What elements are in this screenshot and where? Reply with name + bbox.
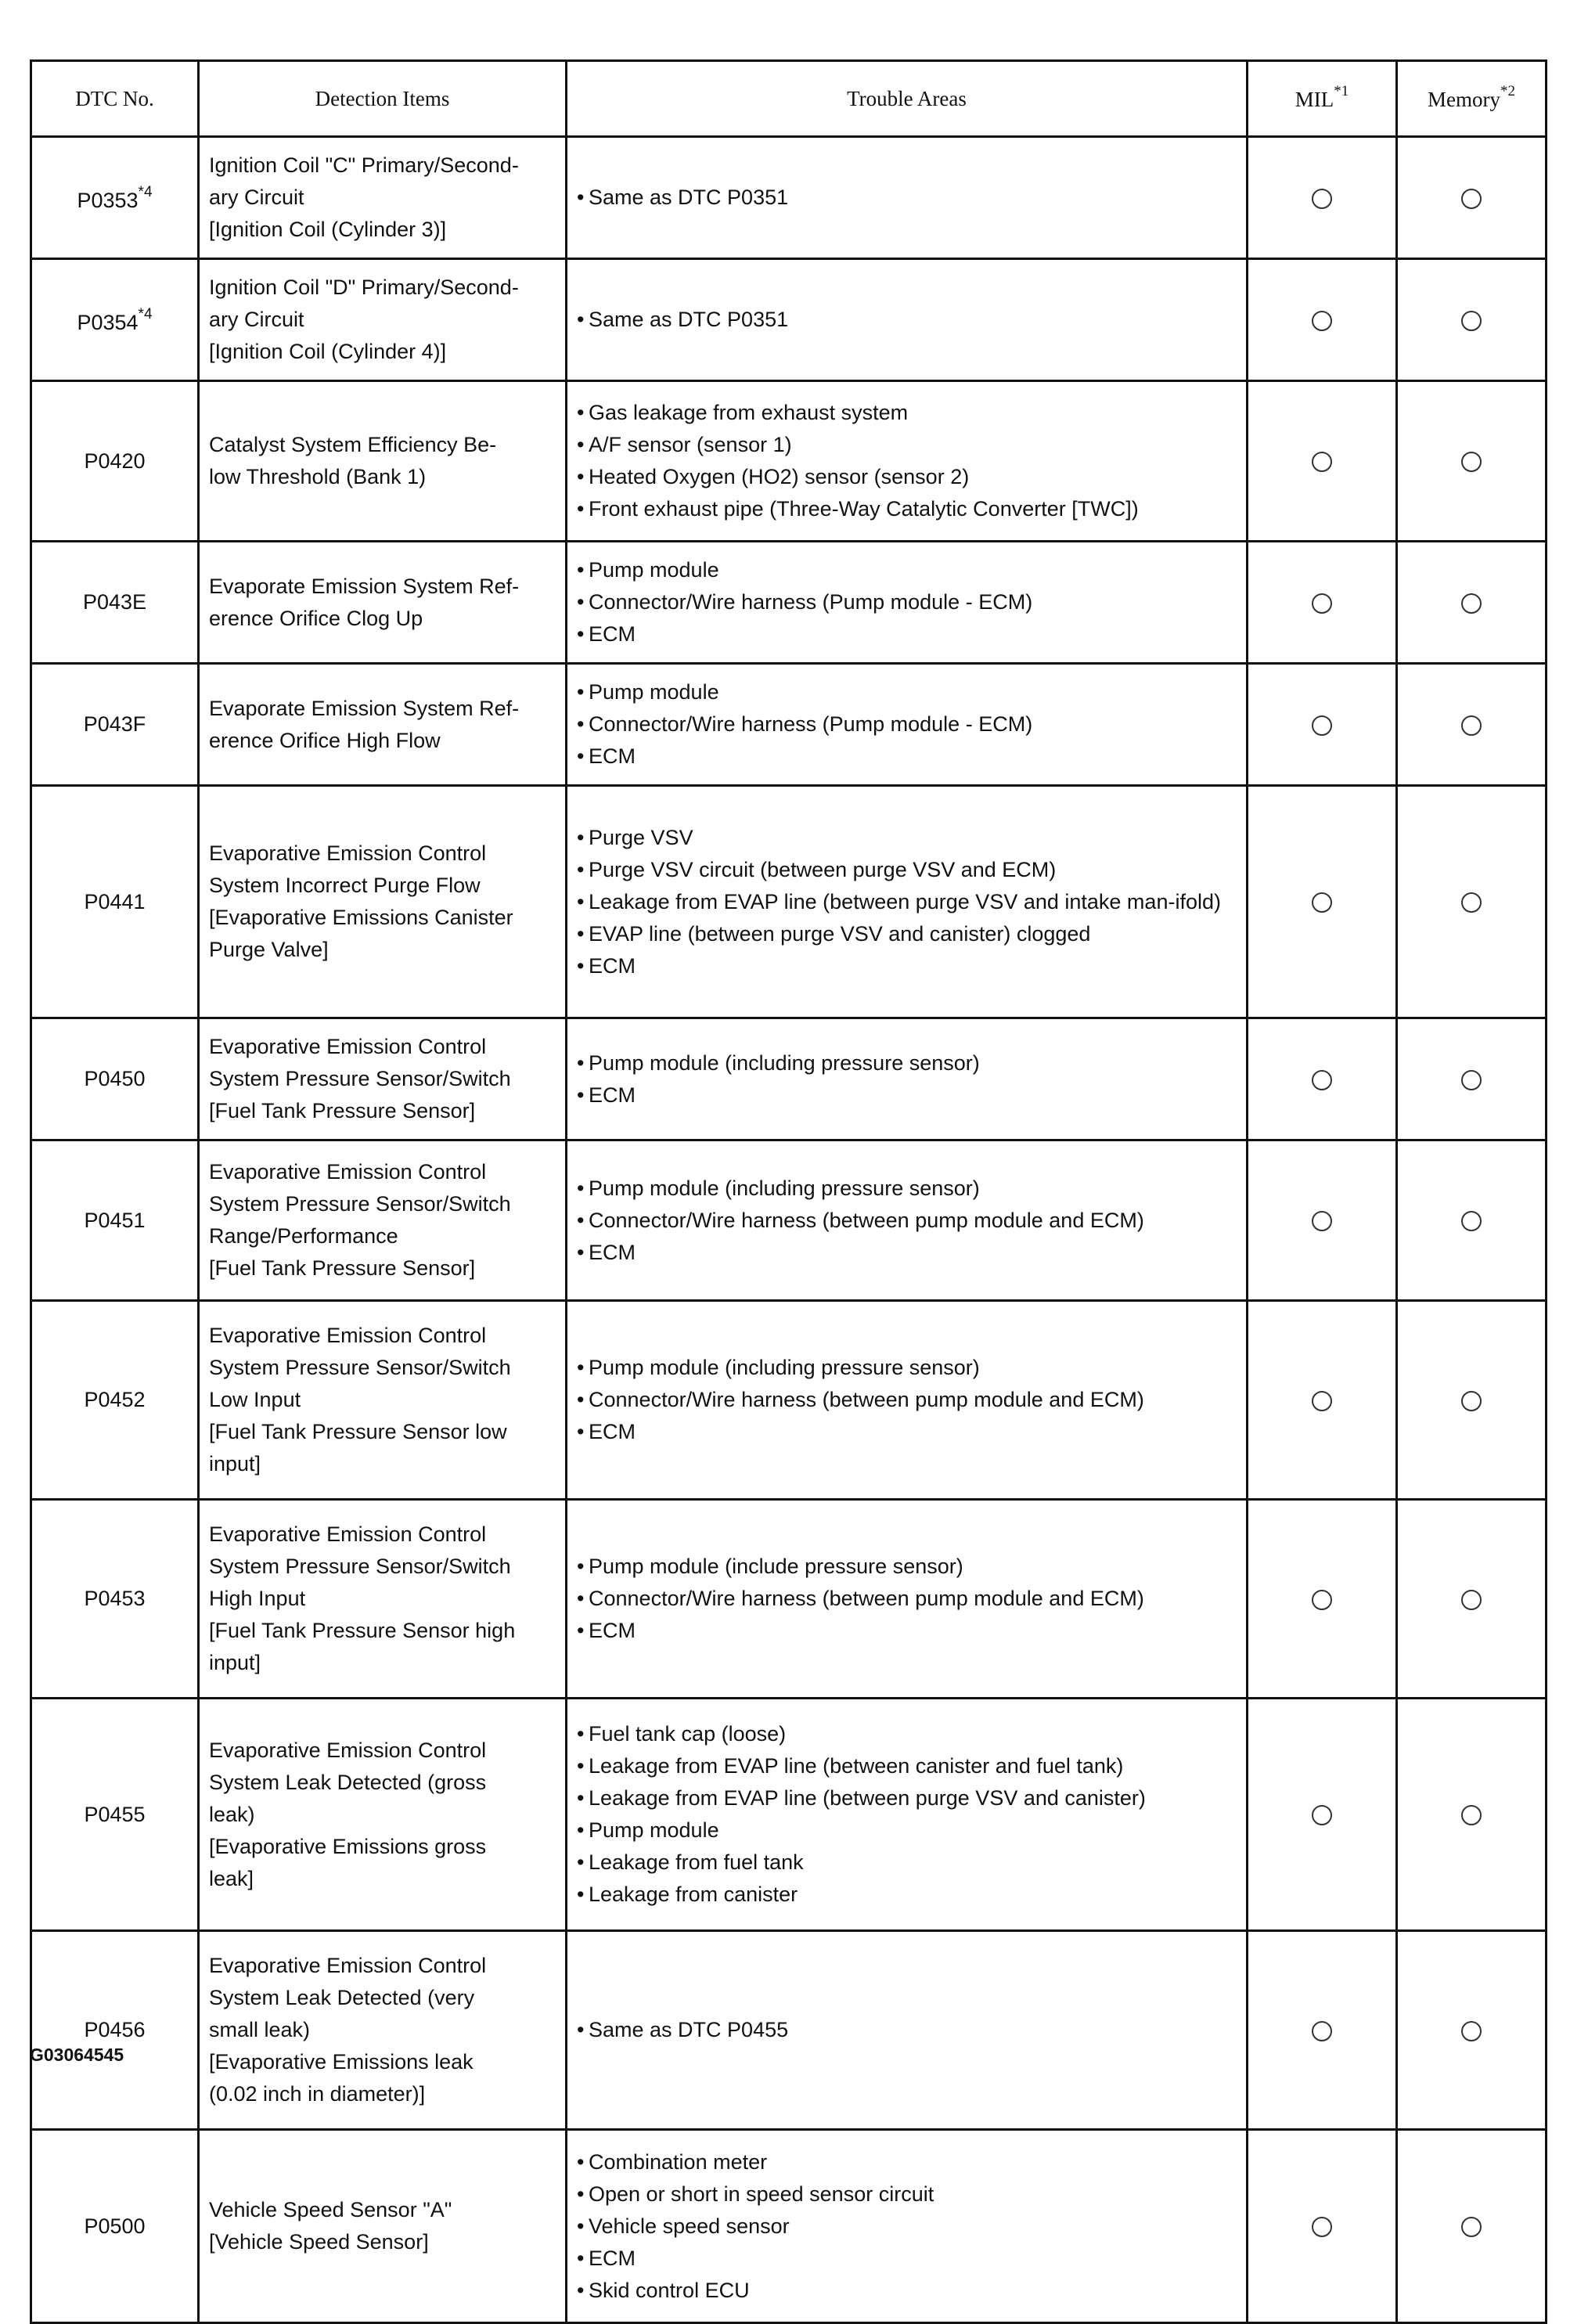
- circle-icon: [1461, 1070, 1482, 1090]
- detection-item-line: ary Circuit: [209, 186, 304, 209]
- trouble-area-item: • Pump module (include pressure sensor): [577, 1551, 1237, 1583]
- trouble-area-list: [577, 822, 1237, 982]
- detection-item-line: System Pressure Sensor/Switch: [209, 1555, 511, 1578]
- detection-item-line: Evaporative Emission Control: [209, 1035, 487, 1058]
- trouble-area-item: • Purge VSV circuit (between purge VSV and ECM): [577, 854, 1237, 886]
- trouble-area-item: • Leakage from fuel tank: [577, 1847, 1237, 1879]
- trouble-areas: [567, 1500, 1248, 1699]
- detection-item-line: Evaporative Emission Control: [209, 1160, 487, 1184]
- trouble-areas: [567, 1699, 1248, 1931]
- detection-item-line: System Leak Detected (very: [209, 1986, 475, 2009]
- circle-icon: [1461, 2021, 1482, 2041]
- circle-icon: [1461, 892, 1482, 913]
- memory-indicator: [1397, 381, 1547, 542]
- memory-indicator: [1397, 1301, 1547, 1500]
- detection-item-line: Evaporative Emission Control: [209, 841, 487, 865]
- trouble-area-item: • ECM: [577, 2243, 1237, 2275]
- memory-footnote: *2: [1500, 82, 1515, 99]
- detection-item-line: erence Orifice High Flow: [209, 728, 441, 752]
- trouble-area-item: • Leakage from EVAP line (between canister and fuel tank): [577, 1750, 1237, 1782]
- trouble-area-item: • Pump module (including pressure sensor): [577, 1173, 1237, 1205]
- detection-item-line: input]: [209, 1452, 261, 1475]
- detection-item-line: Evaporative Emission Control: [209, 1954, 487, 1977]
- detection-item-line: Evaporate Emission System Ref-: [209, 696, 520, 720]
- dtc-code: [31, 1301, 199, 1500]
- dtc-code-text: P0452: [84, 1388, 146, 1411]
- memory-indicator: [1397, 542, 1547, 664]
- trouble-area-list: [577, 397, 1237, 525]
- detection-item-line: Range/Performance: [209, 1224, 398, 1248]
- detection-item-line: [Evaporative Emissions leak: [209, 2050, 474, 2074]
- table-row: [31, 137, 1547, 259]
- dtc-code: [31, 381, 199, 542]
- mil-indicator: [1248, 259, 1397, 381]
- trouble-area-item: • Leakage from canister: [577, 1879, 1237, 1911]
- dtc-code-text: P043E: [82, 590, 147, 614]
- circle-icon: [1461, 1391, 1482, 1411]
- dtc-footnote: *4: [138, 183, 153, 200]
- detection-item-line: leak): [209, 1802, 255, 1826]
- mil-indicator: [1248, 1140, 1397, 1301]
- trouble-area-item: • Gas leakage from exhaust system: [577, 397, 1237, 429]
- trouble-area-list: [577, 1173, 1237, 1269]
- trouble-area-item: • Pump module: [577, 676, 1237, 708]
- table-row: [31, 381, 1547, 542]
- trouble-area-item: • Leakage from EVAP line (between purge VSV and canister): [577, 1782, 1237, 1814]
- detection-item-line: [Fuel Tank Pressure Sensor low: [209, 1420, 507, 1443]
- detection-item-line: System Leak Detected (gross: [209, 1770, 487, 1794]
- circle-icon: [1312, 1070, 1332, 1090]
- header-mil: MIL$^{*1}$: [1248, 61, 1397, 137]
- trouble-areas: [567, 259, 1248, 381]
- detection-item-line: [Ignition Coil (Cylinder 4)]: [209, 340, 447, 363]
- trouble-area-item: • ECM: [577, 950, 1237, 982]
- dtc-footnote: *4: [138, 305, 153, 322]
- trouble-areas: [567, 137, 1248, 259]
- detection-item-line: ary Circuit: [209, 308, 304, 331]
- detection-item: [199, 137, 567, 259]
- dtc-code-text: P0455: [84, 1802, 146, 1826]
- figure-id: G03064545: [30, 2045, 124, 2065]
- trouble-area-list: [577, 1718, 1237, 1911]
- header-memory: Memory$^{*2}$: [1397, 61, 1547, 137]
- table-body: [31, 137, 1547, 2323]
- table-row: [31, 664, 1547, 786]
- circle-icon: [1461, 2217, 1482, 2237]
- mil-footnote: *1: [1334, 82, 1349, 99]
- mil-indicator: [1248, 1018, 1397, 1140]
- detection-item-line: leak]: [209, 1866, 254, 1890]
- detection-item-line: small leak): [209, 2018, 311, 2041]
- trouble-area-list: [577, 676, 1237, 773]
- dtc-code: [31, 542, 199, 664]
- table-row: [31, 1018, 1547, 1140]
- detection-item-line: erence Orifice Clog Up: [209, 606, 423, 630]
- detection-item-line: Catalyst System Efficiency Be-: [209, 433, 497, 456]
- memory-indicator: [1397, 1931, 1547, 2130]
- trouble-areas: [567, 1301, 1248, 1500]
- trouble-area-item: • EVAP line (between purge VSV and canister) clogged: [577, 918, 1237, 950]
- trouble-area-list: [577, 182, 1237, 214]
- detection-item-line: Evaporative Emission Control: [209, 1324, 487, 1347]
- trouble-area-list: [577, 304, 1237, 336]
- memory-indicator: [1397, 137, 1547, 259]
- dtc-code-text: P0441: [84, 889, 146, 913]
- trouble-areas: [567, 542, 1248, 664]
- trouble-area-item: • Connector/Wire harness (Pump module - ECM): [577, 708, 1237, 740]
- mil-indicator: [1248, 381, 1397, 542]
- detection-item: [199, 2130, 567, 2323]
- detection-item-line: Evaporative Emission Control: [209, 1522, 487, 1546]
- detection-item: [199, 381, 567, 542]
- memory-indicator: [1397, 1699, 1547, 1931]
- mil-indicator: [1248, 664, 1397, 786]
- trouble-area-item: • Pump module (including pressure sensor): [577, 1047, 1237, 1079]
- header-row: [31, 61, 1547, 137]
- detection-item-line: System Pressure Sensor/Switch: [209, 1192, 511, 1216]
- dtc-code: [31, 786, 199, 1018]
- trouble-area-item: • Same as DTC P0351: [577, 304, 1237, 336]
- trouble-area-item: • ECM: [577, 1416, 1237, 1448]
- circle-icon: [1461, 311, 1482, 331]
- detection-item-line: low Threshold (Bank 1): [209, 465, 427, 488]
- table-row: [31, 1140, 1547, 1301]
- dtc-code: [31, 1018, 199, 1140]
- trouble-area-item: • Connector/Wire harness (between pump module and ECM): [577, 1384, 1237, 1416]
- mil-indicator: [1248, 1500, 1397, 1699]
- trouble-areas: [567, 786, 1248, 1018]
- trouble-area-list: [577, 1352, 1237, 1448]
- mil-indicator: [1248, 542, 1397, 664]
- trouble-area-item: • Pump module: [577, 1814, 1237, 1847]
- detection-item: [199, 1301, 567, 1500]
- detection-item: [199, 259, 567, 381]
- circle-icon: [1312, 1211, 1332, 1231]
- memory-indicator: [1397, 786, 1547, 1018]
- trouble-area-item: • ECM: [577, 618, 1237, 650]
- detection-item-line: [Fuel Tank Pressure Sensor high: [209, 1619, 516, 1642]
- trouble-area-list: [577, 2146, 1237, 2307]
- trouble-areas: [567, 2130, 1248, 2323]
- circle-icon: [1312, 311, 1332, 331]
- trouble-area-item: • Same as DTC P0351: [577, 182, 1237, 214]
- mil-indicator: [1248, 786, 1397, 1018]
- table-row: [31, 1699, 1547, 1931]
- mil-indicator: [1248, 1931, 1397, 2130]
- table-row: [31, 259, 1547, 381]
- memory-indicator: [1397, 1140, 1547, 1301]
- dtc-code-text: P0353: [77, 188, 139, 212]
- detection-item-line: [Fuel Tank Pressure Sensor]: [209, 1256, 476, 1280]
- mil-indicator: [1248, 1699, 1397, 1931]
- dtc-code: [31, 664, 199, 786]
- mil-indicator: [1248, 137, 1397, 259]
- trouble-area-item: • Leakage from EVAP line (between purge VSV and intake man-ifold): [577, 886, 1237, 918]
- trouble-areas: [567, 1018, 1248, 1140]
- dtc-code-text: P0450: [84, 1067, 146, 1090]
- trouble-area-list: [577, 1551, 1237, 1647]
- circle-icon: [1461, 189, 1482, 209]
- detection-item: [199, 1699, 567, 1931]
- detection-item-line: Vehicle Speed Sensor "A": [209, 2198, 452, 2221]
- circle-icon: [1312, 2021, 1332, 2041]
- dtc-code: [31, 1699, 199, 1931]
- detection-item-line: Evaporative Emission Control: [209, 1738, 487, 1762]
- circle-icon: [1312, 593, 1332, 614]
- circle-icon: [1312, 452, 1332, 472]
- circle-icon: [1461, 452, 1482, 472]
- detection-item: [199, 1931, 567, 2130]
- trouble-area-item: • Purge VSV: [577, 822, 1237, 854]
- detection-item: [199, 1500, 567, 1699]
- detection-item-line: System Pressure Sensor/Switch: [209, 1356, 511, 1379]
- dtc-code-text: P043F: [83, 712, 146, 736]
- table-row: [31, 1931, 1547, 2130]
- circle-icon: [1312, 715, 1332, 736]
- table-row: [31, 1301, 1547, 1500]
- memory-indicator: [1397, 664, 1547, 786]
- dtc-code: [31, 1931, 199, 2130]
- circle-icon: [1312, 1805, 1332, 1825]
- mil-indicator: [1248, 1301, 1397, 1500]
- detection-item: [199, 542, 567, 664]
- circle-icon: [1312, 2217, 1332, 2237]
- trouble-area-item: • Pump module: [577, 554, 1237, 586]
- trouble-area-item: • Pump module (including pressure sensor): [577, 1352, 1237, 1384]
- dtc-code: [31, 259, 199, 381]
- trouble-area-list: [577, 554, 1237, 650]
- trouble-areas: [567, 381, 1248, 542]
- dtc-code: [31, 137, 199, 259]
- header-dtc-no: DTC No.: [31, 61, 199, 137]
- trouble-areas: [567, 664, 1248, 786]
- mil-indicator: [1248, 2130, 1397, 2323]
- trouble-area-item: • ECM: [577, 1237, 1237, 1269]
- detection-item-line: Ignition Coil "C" Primary/Second-: [209, 153, 519, 177]
- table-row: [31, 1500, 1547, 1699]
- table-row: [31, 2130, 1547, 2323]
- circle-icon: [1461, 715, 1482, 736]
- detection-item: [199, 786, 567, 1018]
- trouble-area-item: • Front exhaust pipe (Three-Way Catalytic Converter [TWC]): [577, 493, 1237, 525]
- detection-item-line: [Evaporative Emissions gross: [209, 1834, 487, 1858]
- trouble-area-item: • A/F sensor (sensor 1): [577, 429, 1237, 461]
- circle-icon: [1312, 1590, 1332, 1610]
- memory-indicator: [1397, 1018, 1547, 1140]
- trouble-area-item: • ECM: [577, 1079, 1237, 1112]
- detection-item-line: System Incorrect Purge Flow: [209, 874, 481, 897]
- trouble-area-item: • Heated Oxygen (HO2) sensor (sensor 2): [577, 461, 1237, 493]
- dtc-code-text: P0500: [84, 2214, 146, 2238]
- detection-item-line: Low Input: [209, 1388, 301, 1411]
- header-detection-items: Detection Items: [199, 61, 567, 137]
- dtc-code-text: P0354: [77, 310, 139, 334]
- circle-icon: [1312, 189, 1332, 209]
- trouble-areas: [567, 1140, 1248, 1301]
- trouble-area-list: [577, 2014, 1237, 2046]
- dtc-code-text: P0420: [84, 449, 146, 473]
- dtc-code: [31, 1140, 199, 1301]
- detection-item-line: Purge Valve]: [209, 938, 329, 961]
- trouble-area-item: • ECM: [577, 740, 1237, 773]
- detection-item-line: Ignition Coil "D" Primary/Second-: [209, 276, 519, 299]
- detection-item-line: Evaporate Emission System Ref-: [209, 574, 520, 598]
- dtc-code: [31, 2130, 199, 2323]
- trouble-area-item: • Connector/Wire harness (between pump module and ECM): [577, 1205, 1237, 1237]
- trouble-area-item: • Same as DTC P0455: [577, 2014, 1237, 2046]
- header-trouble-areas: Trouble Areas: [567, 61, 1248, 137]
- trouble-areas: [567, 1931, 1248, 2130]
- trouble-area-item: • Skid control ECU: [577, 2275, 1237, 2307]
- trouble-area-item: • Fuel tank cap (loose): [577, 1718, 1237, 1750]
- dtc-code-text: P0451: [84, 1208, 146, 1232]
- detection-item: [199, 1018, 567, 1140]
- detection-item-line: [Fuel Tank Pressure Sensor]: [209, 1099, 476, 1122]
- detection-item-line: System Pressure Sensor/Switch: [209, 1067, 511, 1090]
- circle-icon: [1461, 593, 1482, 614]
- dtc-code: [31, 1500, 199, 1699]
- table-row: [31, 542, 1547, 664]
- detection-item-line: [Ignition Coil (Cylinder 3)]: [209, 218, 447, 241]
- memory-indicator: [1397, 1500, 1547, 1699]
- trouble-area-item: • Open or short in speed sensor circuit: [577, 2178, 1237, 2211]
- detection-item-line: High Input: [209, 1587, 306, 1610]
- trouble-area-list: [577, 1047, 1237, 1112]
- trouble-area-item: • Connector/Wire harness (between pump module and ECM): [577, 1583, 1237, 1615]
- detection-item: [199, 1140, 567, 1301]
- circle-icon: [1461, 1211, 1482, 1231]
- detection-item-line: [Evaporative Emissions Canister: [209, 906, 513, 929]
- circle-icon: [1461, 1590, 1482, 1610]
- circle-icon: [1312, 892, 1332, 913]
- dtc-code-text: P0453: [84, 1587, 146, 1610]
- trouble-area-item: • Connector/Wire harness (Pump module - ECM): [577, 586, 1237, 618]
- dtc-table: [30, 59, 1547, 2324]
- circle-icon: [1312, 1391, 1332, 1411]
- trouble-area-item: • Combination meter: [577, 2146, 1237, 2178]
- detection-item-line: (0.02 inch in diameter)]: [209, 2082, 426, 2106]
- trouble-area-item: • Vehicle speed sensor: [577, 2211, 1237, 2243]
- detection-item-line: input]: [209, 1651, 261, 1674]
- detection-item: [199, 664, 567, 786]
- detection-item-line: [Vehicle Speed Sensor]: [209, 2230, 429, 2254]
- circle-icon: [1461, 1805, 1482, 1825]
- memory-indicator: [1397, 2130, 1547, 2323]
- table-row: [31, 786, 1547, 1018]
- trouble-area-item: • ECM: [577, 1615, 1237, 1647]
- dtc-code-text: P0456: [84, 2018, 146, 2041]
- memory-indicator: [1397, 259, 1547, 381]
